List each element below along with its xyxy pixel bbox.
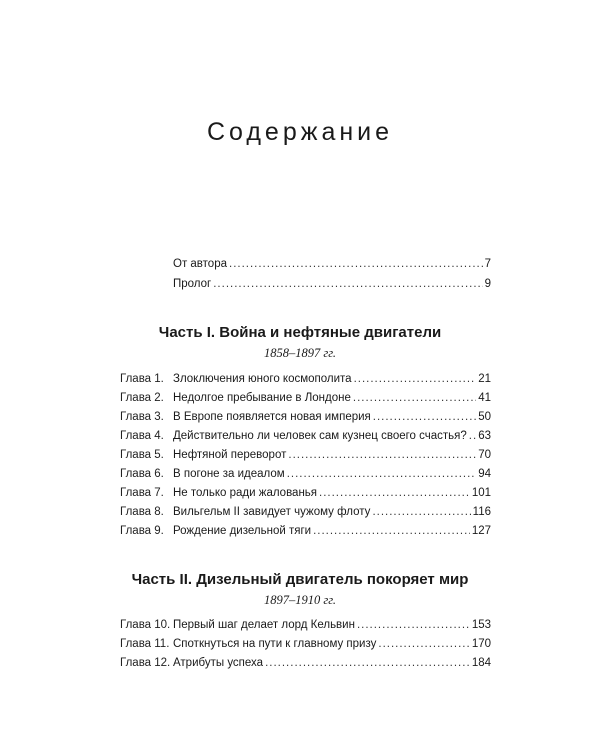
chapter-title: Злоключения юного космополита (173, 373, 352, 385)
entry-page: 9 (484, 278, 491, 290)
toc-chapter[interactable] (120, 524, 491, 538)
toc-chapter[interactable] (120, 429, 491, 443)
toc-chapter[interactable] (120, 618, 491, 632)
dot-leader (469, 429, 476, 443)
chapter-title: Споткнуться на пути к главному призу (173, 638, 377, 650)
chapter-page: 50 (478, 411, 491, 423)
dot-leader (265, 656, 470, 670)
entry-title: От автора (173, 258, 227, 270)
chapter-page: 153 (471, 619, 491, 631)
chapter-label: Глава 3. (120, 411, 164, 423)
chapter-title: Атрибуты успеха (173, 657, 264, 669)
toc-chapter[interactable] (120, 372, 491, 386)
chapter-title: Рождение дизельной тяги (173, 525, 312, 537)
part-2-years: 1897–1910 гг. (263, 593, 337, 607)
chapter-page: 101 (471, 487, 491, 499)
dot-leader (378, 637, 469, 651)
toc-chapter[interactable] (120, 467, 491, 481)
dot-leader (229, 257, 483, 271)
chapter-label: Глава 1. (120, 373, 164, 385)
entry-title: Пролог (173, 278, 212, 290)
toc-chapter[interactable] (120, 656, 491, 670)
chapter-page: 41 (478, 392, 491, 404)
chapter-title: Вильгельм II завидует чужому флоту (173, 506, 371, 518)
chapter-page: 116 (472, 506, 491, 518)
chapter-page: 70 (478, 449, 491, 461)
toc-entry-prologue[interactable] (173, 277, 491, 291)
chapter-title: Первый шаг делает лорд Кельвин (173, 619, 355, 631)
dot-leader (313, 524, 470, 538)
chapter-label: Глава 9. (120, 525, 164, 537)
dot-leader (357, 618, 470, 632)
part-1-years: 1858–1897 гг. (263, 346, 337, 360)
chapter-page: 63 (478, 430, 491, 442)
chapter-label: Глава 8. (120, 506, 164, 518)
toc-chapter[interactable] (120, 391, 491, 405)
dot-leader (373, 410, 476, 424)
chapter-label: Глава 5. (120, 449, 164, 461)
chapter-title: В Европе появляется новая империя (173, 411, 371, 423)
chapter-page: 94 (478, 468, 491, 480)
chapter-page: 170 (471, 638, 491, 650)
chapter-page: 184 (471, 657, 491, 669)
chapter-label: Глава 12. (120, 657, 171, 669)
chapter-label: Глава 2. (120, 392, 164, 404)
entry-page: 7 (484, 258, 491, 270)
toc-chapter[interactable] (120, 486, 491, 500)
chapter-label: Глава 4. (120, 430, 164, 442)
part-2-title: Часть II. Дизельный двигатель покоряет мир (131, 571, 469, 588)
chapter-title: В погоне за идеалом (173, 468, 285, 480)
toc-chapter[interactable] (120, 410, 491, 424)
dot-leader (288, 448, 476, 462)
chapter-title: Нефтяной переворот (173, 449, 287, 461)
toc-chapter[interactable] (120, 637, 491, 651)
dot-leader (213, 277, 482, 291)
dot-leader (319, 486, 470, 500)
part-1-title: Часть I. Война и нефтяные двигатели (158, 324, 442, 341)
dot-leader (354, 372, 477, 386)
chapter-title: Недолгое пребывание в Лондоне (173, 392, 351, 404)
dot-leader (372, 505, 470, 519)
chapter-page: 127 (471, 525, 491, 537)
chapter-label: Глава 7. (120, 487, 164, 499)
dot-leader (287, 467, 477, 481)
chapter-label: Глава 6. (120, 468, 164, 480)
chapter-title: Не только ради жалованья (173, 487, 318, 499)
chapter-label: Глава 11. (120, 638, 170, 650)
toc-chapter[interactable] (120, 448, 491, 462)
chapter-page: 21 (478, 373, 491, 385)
chapter-label: Глава 10. (120, 619, 171, 631)
chapter-title: Действительно ли человек сам кузнец своего счастья? (173, 430, 467, 442)
toc-chapter[interactable] (120, 505, 491, 519)
dot-leader (353, 391, 476, 405)
toc-entry-author[interactable] (173, 257, 491, 271)
page-title: Содержание (206, 118, 394, 146)
